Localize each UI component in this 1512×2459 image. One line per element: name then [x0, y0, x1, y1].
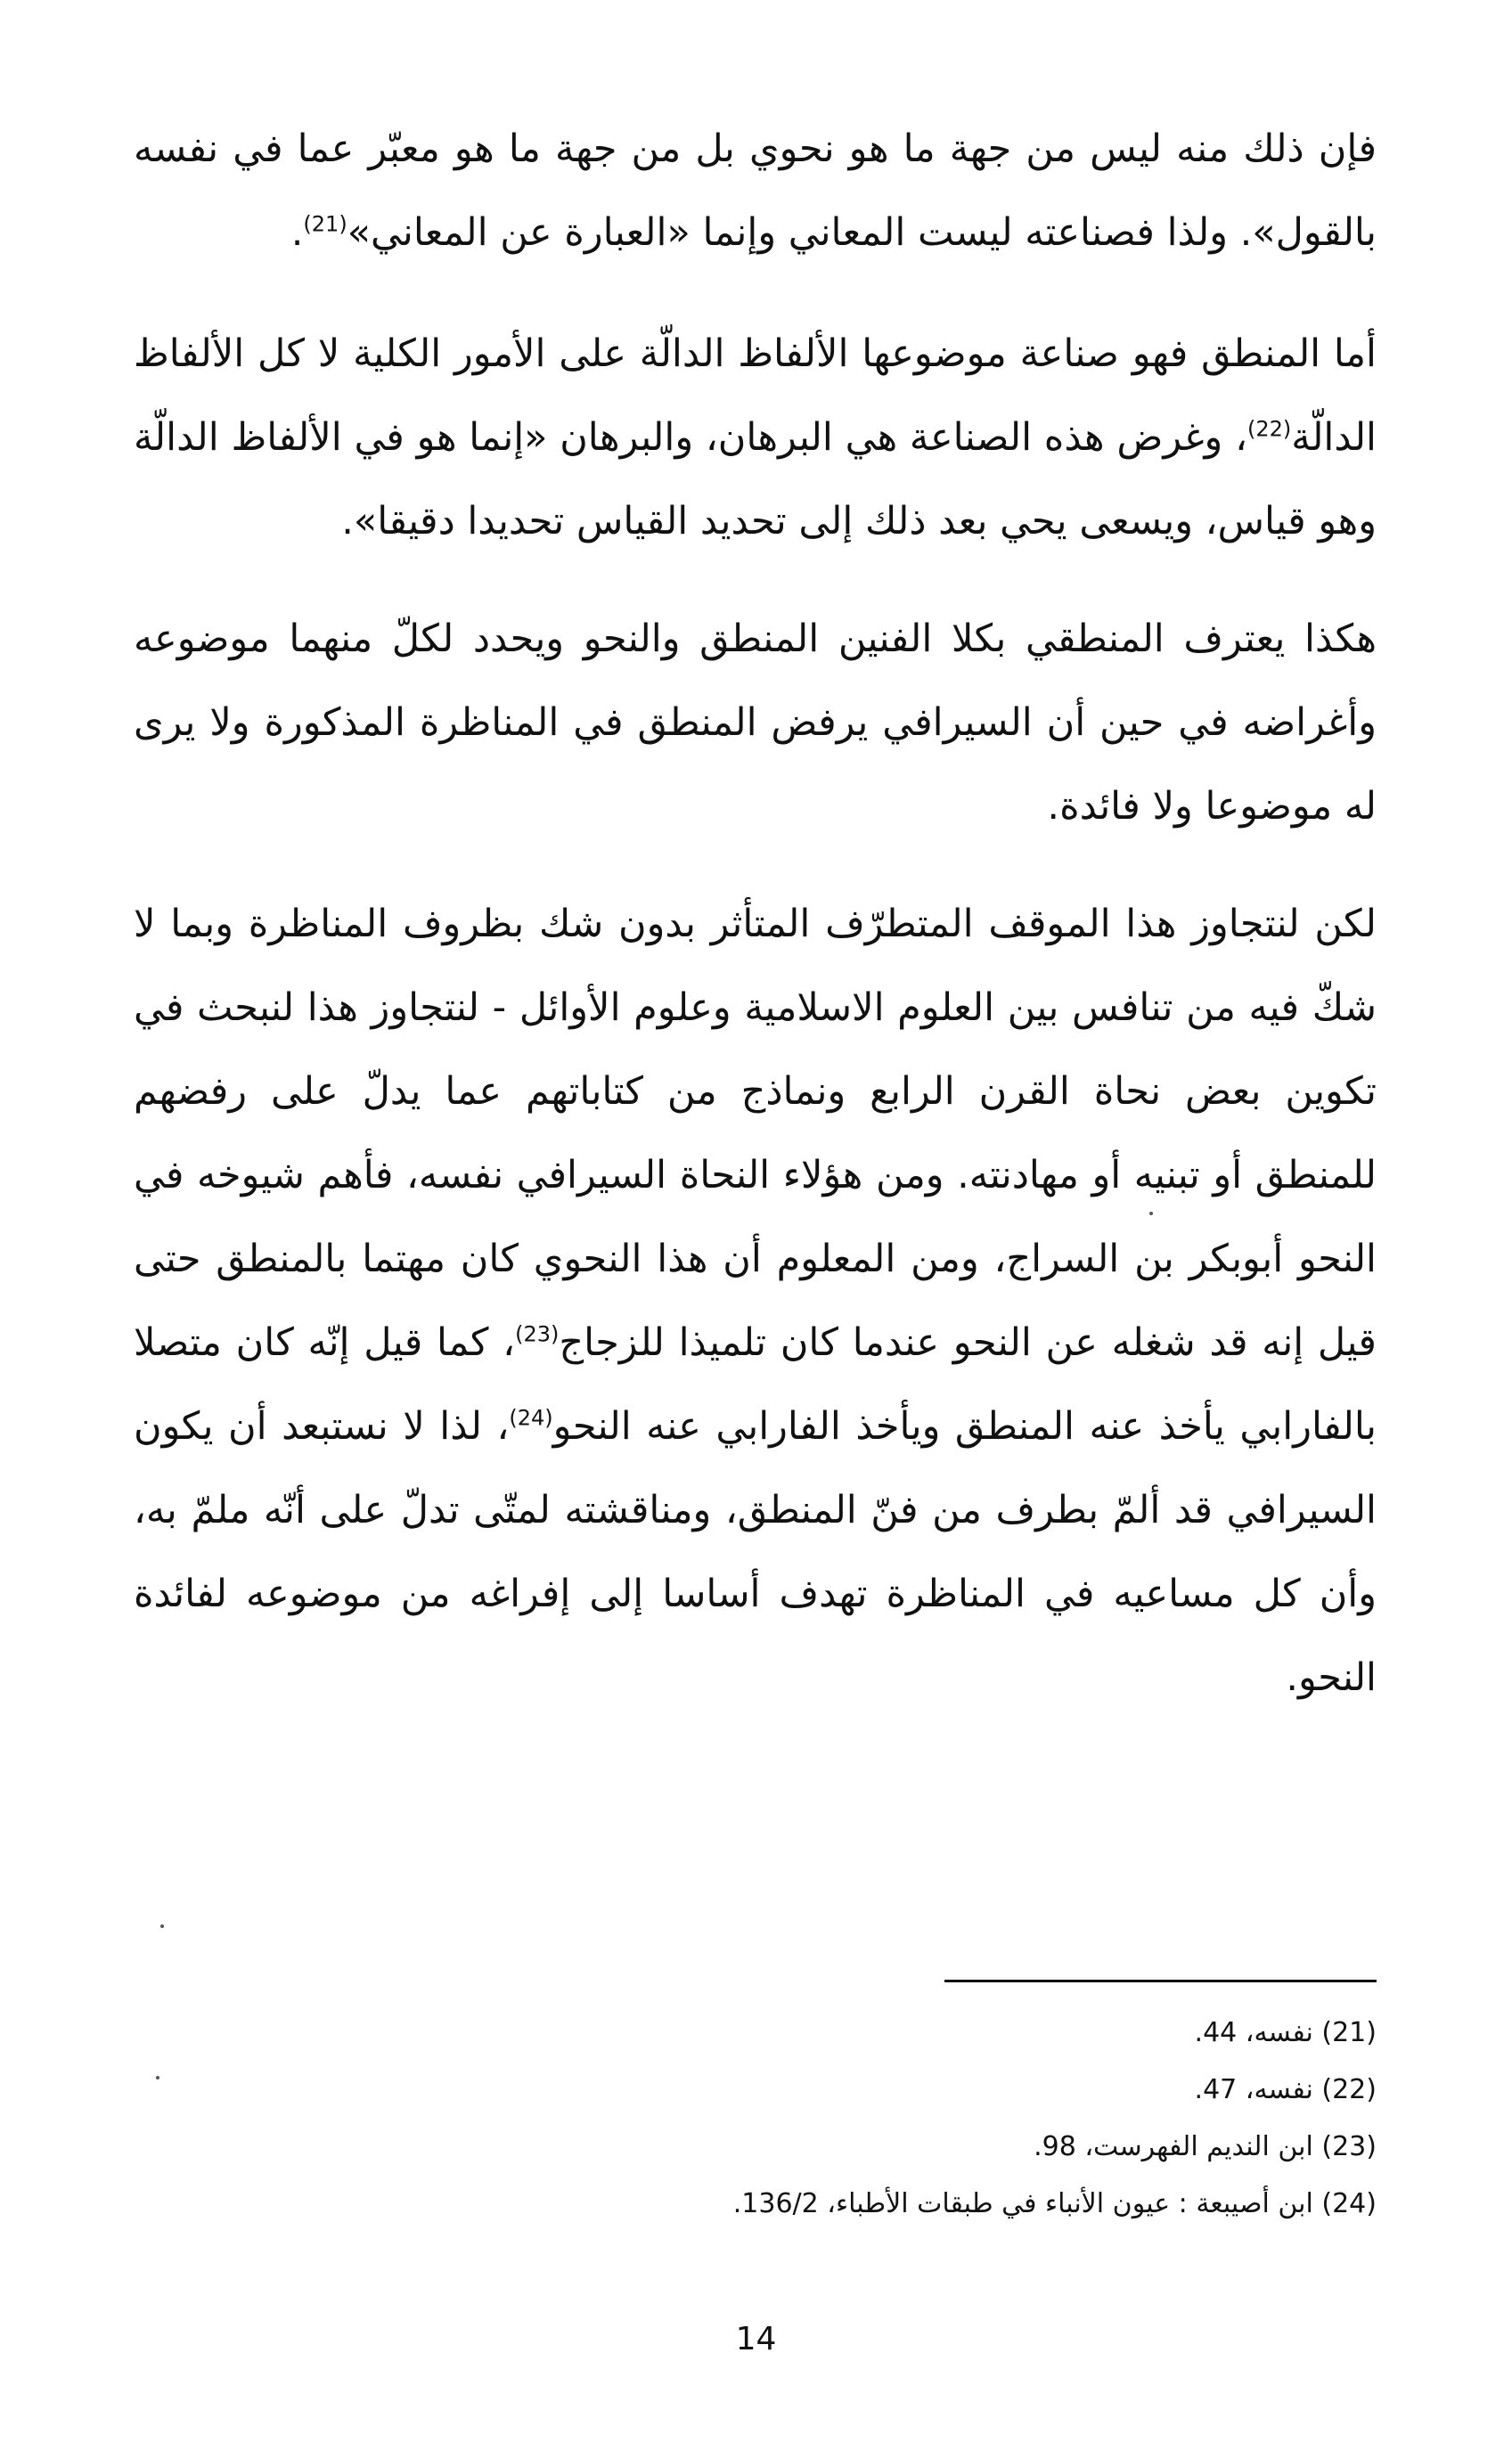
paragraph-1-tail: . — [290, 210, 304, 255]
page-number: 14 — [735, 2321, 777, 2357]
scan-speck — [1149, 1212, 1153, 1215]
footnote-ref-21[interactable]: (21) — [303, 211, 347, 237]
footnotes — [134, 2005, 1377, 2233]
paragraph-4-tail: ، لذا لا نستبعد أن يكون السيرافي قد ألمّ بطرف من فنّ المنطق، ومناقشته لمتّى تدلّ على أنّه ملمّ به، وأن كل مساعيه في المناظرة تهدف أساسا إلى إفراغه من موضوعه لفائدة النحو. — [134, 1404, 1377, 1700]
paragraph-3-text: هكذا يعترف المنطقي بكلا الفنين المنطق والنحو ويحدد لكلّ منهما موضوعه وأغراضه في حين أن السيرافي يرفض المنطق في المناظرة المذكورة ولا يرى له موضوعا ولا فائدة. — [134, 617, 1377, 829]
main-text — [134, 107, 1377, 1753]
paragraph-1-text: فإن ذلك منه ليس من جهة ما هو نحوي بل من جهة ما هو معبّر عما في نفسه بالقول». ولذا فصناعته ليست المعاني وإنما «العبارة عن المعاني» — [134, 127, 1377, 255]
scan-speck — [160, 1924, 164, 1928]
footnote-21: (21) نفسه، 44. — [1194, 2017, 1377, 2048]
paragraph-4-text: لكن لنتجاوز هذا الموقف المتطرّف المتأثر بدون شك بظروف المناظرة وبما لا شكّ فيه من تنافس بين العلوم الاسلامية وعلوم الأوائل - لنتجاوز هذا لنبحث في تكوين بعض نحاة القرن الرابع ونماذج من كتاباتهم عما يدلّ على رفضهم للمنطق أو تبنيه أو مهادنته. ومن هؤلاء النحاة السيرافي نفسه، فأهم شيوخه في النحو أبوبكر بن السراج، ومن المعلوم أن هذا النحوي كان مهتما بالمنطق حتى قيل إنه قد شغله عن النحو عندما كان تلميذا للزجاج — [134, 902, 1377, 1365]
footnote-23: (23) ابن النديم الفهرست، 98. — [1034, 2131, 1377, 2162]
paragraph-2-tail: ، وغرض هذه الصناعة هي البرهان، والبرهان «إنما هو في الألفاظ الدالّة وهو قياس، ويسعى يحي بعد ذلك إلى تحديد القياس تحديدا دقيقا». — [134, 415, 1377, 543]
paragraph-2 — [134, 312, 1377, 563]
footnote-ref-23[interactable]: (23) — [515, 1321, 560, 1347]
paragraph-1 — [134, 107, 1377, 274]
footnote-divider — [944, 1980, 1377, 1982]
footnote-24: (24) ابن أصيبعة : عيون الأنباء في طبقات الأطباء، 136/2. — [732, 2188, 1377, 2219]
paragraph-4-middle: ، كما قيل إنّه كان متصلا بالفارابي يأخذ عنه المنطق ويأخذ الفارابي عنه النحو — [134, 1320, 1377, 1449]
paragraph-3 — [134, 597, 1377, 848]
scan-speck — [156, 2076, 159, 2079]
paragraph-4 — [134, 882, 1377, 1720]
footnote-22: (22) نفسه، 47. — [1194, 2074, 1377, 2105]
footnote-ref-22[interactable]: (22) — [1246, 416, 1292, 442]
paragraph-2-text: أما المنطق فهو صناعة موضوعها الألفاظ الدالّة على الأمور الكلية لا كل الألفاظ الدالّة — [134, 331, 1377, 460]
footnote-ref-24[interactable]: (24) — [509, 1405, 553, 1431]
